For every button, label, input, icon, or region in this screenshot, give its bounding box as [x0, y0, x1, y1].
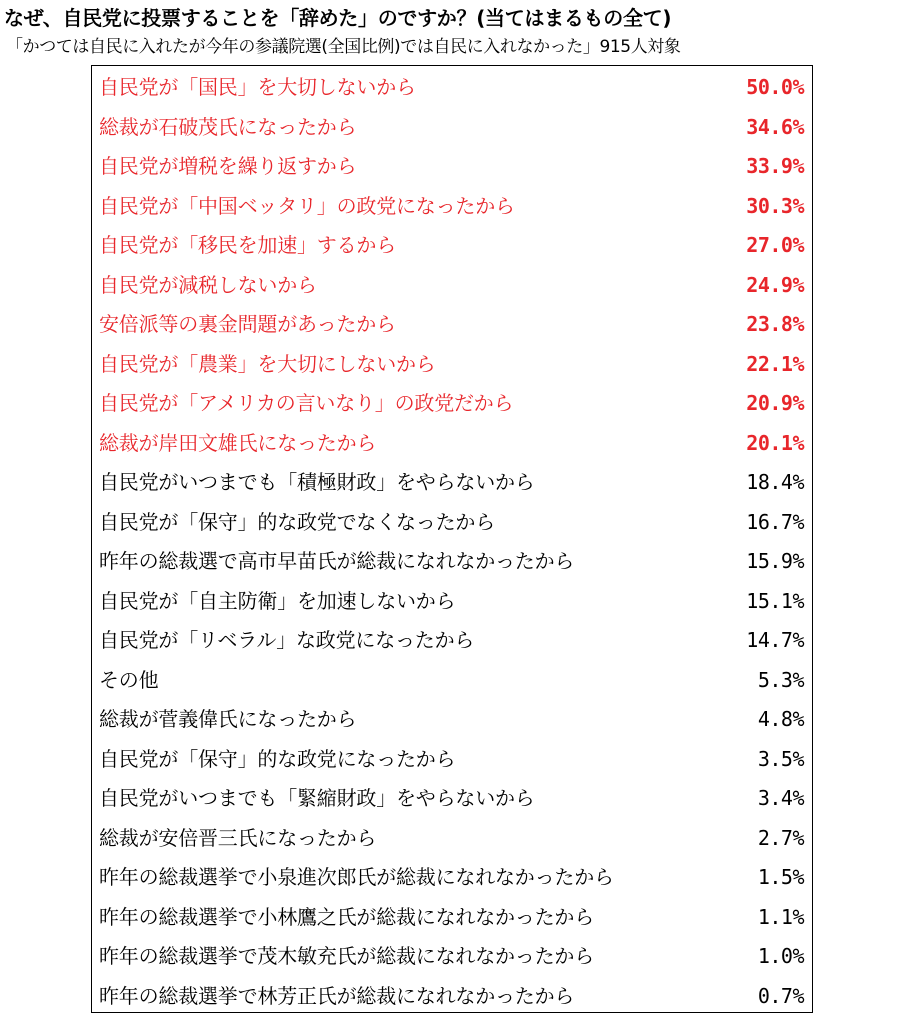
- row-value: 1.0%: [757, 944, 804, 968]
- row-value: 18.4%: [746, 470, 804, 494]
- table-row: [92, 503, 812, 543]
- row-value: 20.9%: [746, 391, 804, 415]
- row-value: 4.8%: [757, 707, 804, 731]
- row-label: 総裁が菅義偉氏になったから: [99, 707, 357, 731]
- row-value: 20.1%: [746, 430, 804, 455]
- row-value: 22.1%: [746, 351, 804, 376]
- row-value: 2.7%: [757, 825, 804, 850]
- row-label: 自民党が増税を繰り返すから: [99, 154, 357, 178]
- row-value: 1.1%: [757, 904, 804, 929]
- table-row: [92, 226, 812, 266]
- table-row: [92, 740, 812, 780]
- row-label: 自民党が「国民」を大切しないから: [99, 75, 416, 99]
- row-value: 15.9%: [746, 549, 804, 573]
- row-label: 総裁が安倍晋三氏になったから: [99, 825, 377, 850]
- row-value: 23.8%: [746, 312, 804, 336]
- row-label: 自民党が「リベラル」な政党になったから: [99, 628, 475, 652]
- row-label: 昨年の総裁選で高市早苗氏が総裁になれなかったから: [99, 549, 575, 573]
- row-value: 24.9%: [746, 272, 804, 297]
- row-value: 3.5%: [757, 746, 804, 771]
- row-value: 33.9%: [746, 154, 804, 178]
- chart-title: なぜ、自民党に投票することを「辞めた」のですか？(当てはまるもの全て): [4, 6, 672, 30]
- table-row: [92, 621, 812, 661]
- row-label: 自民党が「アメリカの言いなり」の政党だから: [99, 391, 514, 415]
- table-row: [92, 147, 812, 187]
- row-value: 3.4%: [757, 786, 804, 810]
- row-label: 自民党が「自主防衛」を加速しないから: [99, 588, 456, 613]
- table-row: [92, 266, 812, 306]
- table-row: [92, 819, 812, 859]
- table-row: [92, 661, 812, 701]
- row-label: 自民党が「移民を加速」するから: [99, 233, 396, 257]
- row-label: 総裁が岸田文雄氏になったから: [99, 430, 377, 455]
- table-row: [92, 345, 812, 385]
- table-row: [92, 937, 812, 977]
- table-row: [92, 68, 812, 108]
- row-label: 自民党がいつまでも「積極財政」をやらないから: [99, 470, 535, 494]
- row-label: 安倍派等の裏金問題があったから: [99, 312, 396, 336]
- row-label: 昨年の総裁選挙で小林鷹之氏が総裁になれなかったから: [99, 904, 594, 929]
- row-value: 50.0%: [746, 75, 804, 99]
- table-row: [92, 187, 812, 227]
- table-row: [92, 582, 812, 622]
- chart-subtitle: 「かつては自民に入れたが今年の参議院選(全国比例)では自民に入れなかった」915人対象: [6, 37, 681, 57]
- results-table: [91, 65, 813, 1013]
- row-value: 0.7%: [757, 983, 804, 1008]
- row-label: 自民党が「保守」的な政党でなくなったから: [99, 509, 495, 534]
- table-row: [92, 898, 812, 938]
- table-row: [92, 384, 812, 424]
- table-row: [92, 542, 812, 582]
- row-label: 昨年の総裁選挙で茂木敏充氏が総裁になれなかったから: [99, 944, 594, 968]
- row-value: 27.0%: [746, 233, 804, 257]
- table-row: [92, 858, 812, 898]
- row-value: 1.5%: [757, 865, 804, 889]
- row-label: 自民党が「保守」的な政党になったから: [99, 746, 456, 771]
- row-label: 自民党が「農業」を大切にしないから: [99, 351, 436, 376]
- row-label: 総裁が石破茂氏になったから: [99, 114, 357, 139]
- table-row: [92, 700, 812, 740]
- row-value: 5.3%: [757, 667, 804, 692]
- row-value: 16.7%: [746, 509, 804, 534]
- table-row: [92, 108, 812, 148]
- row-label: 自民党が「中国ベッタリ」の政党になったから: [99, 193, 515, 218]
- row-label: 自民党がいつまでも「緊縮財政」をやらないから: [99, 786, 535, 810]
- row-label: その他: [99, 667, 159, 692]
- row-label: 自民党が減税しないから: [99, 272, 317, 297]
- row-label: 昨年の総裁選挙で小泉進次郎氏が総裁になれなかったから: [99, 865, 614, 889]
- table-row: [92, 305, 812, 345]
- row-value: 14.7%: [746, 628, 804, 652]
- table-row: [92, 779, 812, 819]
- row-value: 34.6%: [746, 114, 804, 139]
- row-value: 30.3%: [746, 193, 804, 218]
- row-label: 昨年の総裁選挙で林芳正氏が総裁になれなかったから: [99, 983, 575, 1008]
- table-row: [92, 977, 812, 1017]
- table-row: [92, 424, 812, 464]
- table-row: [92, 463, 812, 503]
- row-value: 15.1%: [746, 588, 804, 613]
